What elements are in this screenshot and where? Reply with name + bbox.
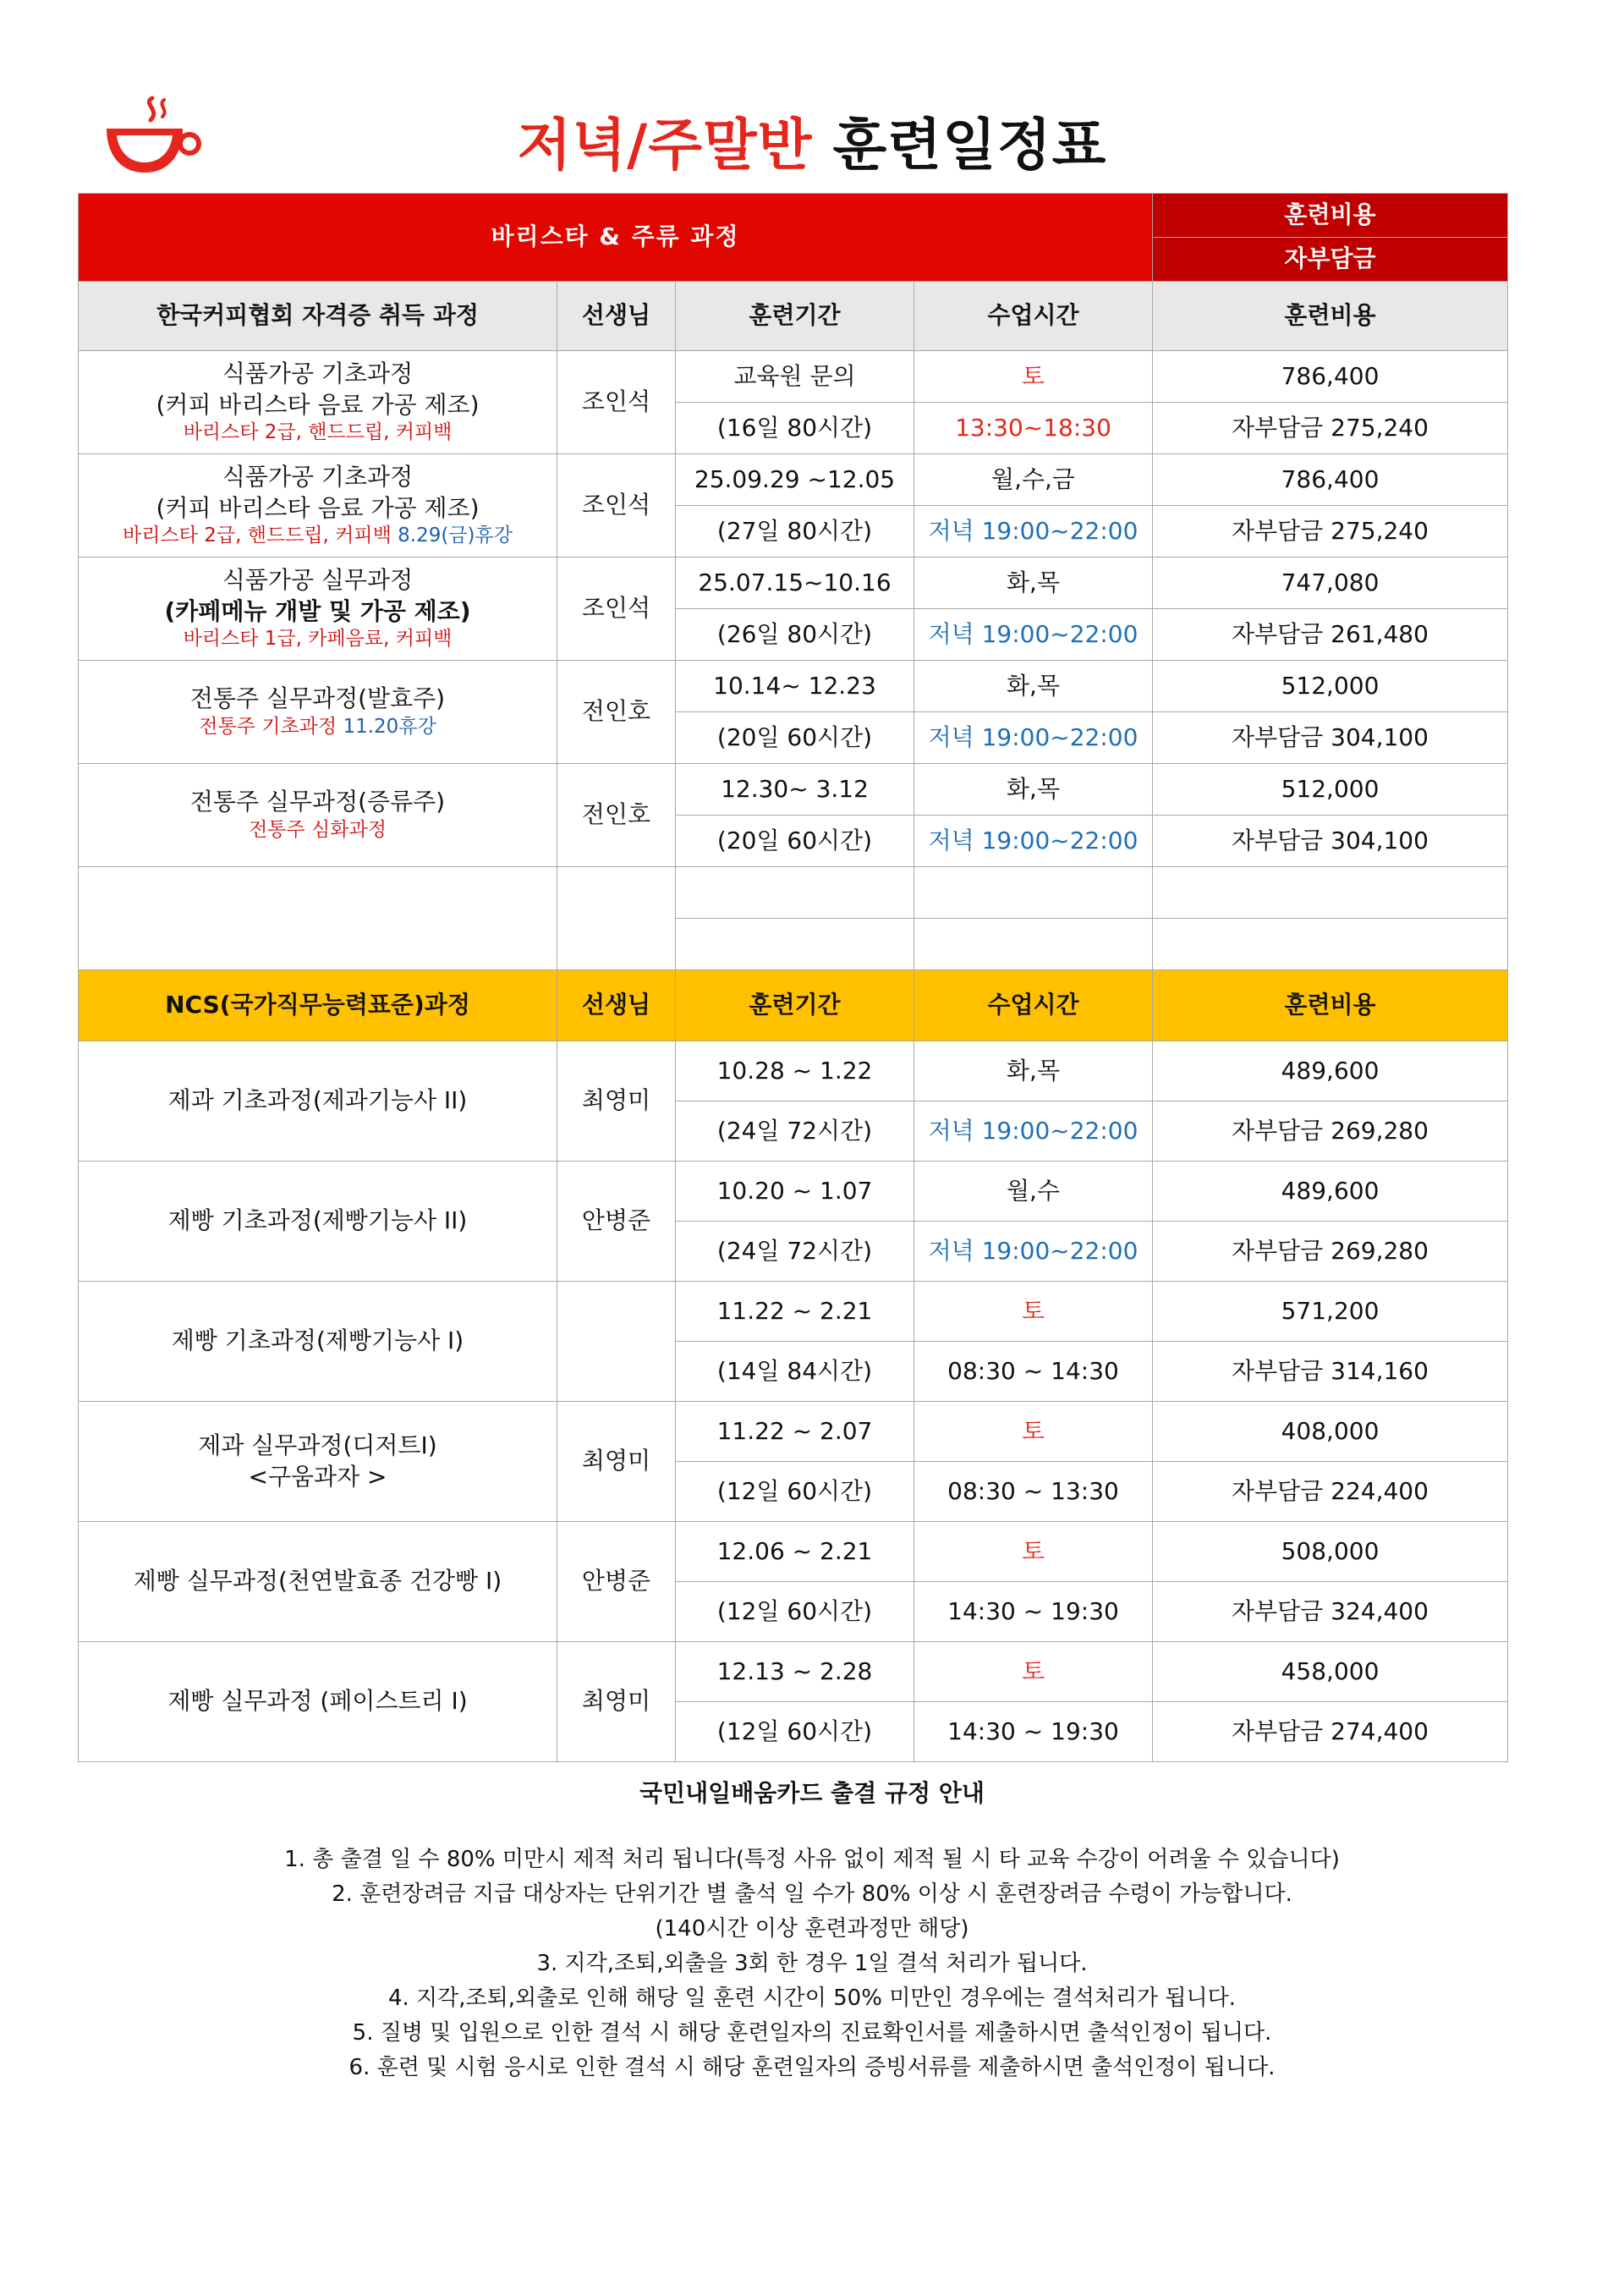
days-cell: 토 [914,1522,1153,1582]
empty-cell [914,919,1153,970]
self-pay-cell: 자부담금 274,400 [1153,1702,1508,1762]
time-cell: 저녁 19:00~22:00 [914,506,1153,558]
barista-col-teacher: 선생님 [557,282,676,351]
self-pay-cell: 자부담금 324,400 [1153,1582,1508,1642]
cost-cell: 408,000 [1153,1402,1508,1462]
page-title [0,100,1624,180]
course-name: 제빵 실무과정(천연발효종 건강빵 I) [133,1567,502,1596]
period-cell: 교육원 문의 [676,351,914,403]
empty-cell [676,867,914,919]
table-row [79,1162,1508,1222]
period-detail-cell: (26일 80시간) [676,609,914,661]
days-cell: 토 [914,1402,1153,1462]
teacher-cell: 최영미 [557,1041,676,1162]
time-cell: 저녁 19:00~22:00 [914,1222,1153,1282]
self-pay-cell: 자부담금 224,400 [1153,1462,1508,1522]
teacher-cell: 안병준 [557,1522,676,1642]
notice-title: 국민내일배움카드 출결 규정 안내 [639,1779,985,1807]
period-detail-cell: (12일 60시간) [676,1462,914,1522]
self-pay-cell: 자부담금 275,240 [1153,506,1508,558]
period-detail-cell: (20일 60시간) [676,816,914,867]
self-pay-cell: 자부담금 275,240 [1153,403,1508,454]
teacher-cell: 조인석 [557,558,676,661]
table-row [79,764,1508,816]
course-cell [79,558,557,661]
course-name: 제빵 기초과정(제빵기능사 I) [171,1327,464,1355]
notice-line: 4. 지각,조퇴,외출로 인해 해당 일 훈련 시간이 50% 미만인 경우에는 결석처리가 됩니다. [387,1986,1236,2011]
notice-line: (140시간 이상 훈련과정만 해당) [655,1916,969,1942]
course-cell [79,1522,557,1642]
period-detail-cell: (16일 80시간) [676,403,914,454]
attendance-notice [0,1775,1624,2085]
time-cell: 14:30 ~ 19:30 [914,1582,1153,1642]
course-note: 바리스타 2급, 핸드드립, 커피백 [183,420,453,443]
ncs-col-teacher: 선생님 [557,970,676,1041]
course-cell [79,454,557,558]
barista-banner: 바리스타 & 주류 과정 [79,194,1153,282]
days-cell: 화,목 [914,558,1153,609]
course-note: 바리스타 1급, 카페음료, 커피백 [183,627,453,650]
course-name: 제과 실무과정(디저트I) [198,1431,437,1460]
cost-cell: 458,000 [1153,1642,1508,1702]
days-cell: 토 [914,1642,1153,1702]
teacher-cell: 전인호 [557,764,676,867]
course-name: 전통주 실무과정(증류주) [189,788,446,816]
self-pay-label: 자부담금 [1153,238,1508,282]
time-cell: 저녁 19:00~22:00 [914,816,1153,867]
days-cell: 토 [914,351,1153,403]
cost-label: 훈련비용 [1153,194,1508,238]
cost-cell: 489,600 [1153,1162,1508,1222]
period-detail-cell: (12일 60시간) [676,1582,914,1642]
cost-cell: 747,080 [1153,558,1508,609]
course-cell [79,1642,557,1762]
cost-cell: 508,000 [1153,1522,1508,1582]
period-cell: 12.06 ~ 2.21 [676,1522,914,1582]
time-cell: 08:30 ~ 14:30 [914,1342,1153,1402]
empty-cell [914,867,1153,919]
table-row [79,558,1508,609]
table-row [79,1041,1508,1101]
course-name: 식품가공 실무과정 [222,566,414,595]
cost-cell: 512,000 [1153,661,1508,712]
course-detail: (카페메뉴 개발 및 가공 제조) [164,596,471,625]
time-cell: 저녁 19:00~22:00 [914,712,1153,764]
course-cell [79,1282,557,1402]
table-row [79,351,1508,403]
notice-line: 5. 질병 및 입원으로 인한 결석 시 해당 훈련일자의 진료확인서를 제출하시면 출석인정이 됩니다. [352,2020,1272,2046]
course-name: 전통주 실무과정(발효주) [189,684,446,713]
period-detail-cell: (24일 72시간) [676,1222,914,1282]
course-name: 식품가공 기초과정 [222,463,414,492]
cost-cell: 786,400 [1153,351,1508,403]
self-pay-cell: 자부담금 261,480 [1153,609,1508,661]
course-note: 전통주 심화과정 [249,818,387,841]
days-cell: 월,수,금 [914,454,1153,506]
days-cell: 화,목 [914,1041,1153,1101]
empty-cell [557,867,676,970]
table-row [79,1402,1508,1462]
ncs-col-time: 수업시간 [914,970,1153,1041]
empty-cell [1153,867,1508,919]
teacher-cell: 조인석 [557,454,676,558]
course-name: 식품가공 기초과정 [222,360,414,388]
self-pay-cell: 자부담금 304,100 [1153,816,1508,867]
period-cell: 12.30~ 3.12 [676,764,914,816]
teacher-cell: 전인호 [557,661,676,764]
course-cell [79,351,557,454]
period-detail-cell: (12일 60시간) [676,1702,914,1762]
period-cell: 25.07.15~10.16 [676,558,914,609]
barista-col-period: 훈련기간 [676,282,914,351]
time-cell: 13:30~18:30 [914,403,1153,454]
self-pay-cell: 자부담금 269,280 [1153,1101,1508,1162]
period-cell: 10.20 ~ 1.07 [676,1162,914,1222]
cost-cell: 786,400 [1153,454,1508,506]
empty-row [79,867,1508,919]
table-row [79,661,1508,712]
cost-cell: 512,000 [1153,764,1508,816]
period-detail-cell: (14일 84시간) [676,1342,914,1402]
period-cell: 10.28 ~ 1.22 [676,1041,914,1101]
title-black: 훈련일정표 [832,113,1107,178]
course-detail: (커피 바리스타 음료 가공 제조) [156,390,480,419]
course-cell [79,1041,557,1162]
course-name: 제빵 기초과정(제빵기능사 II) [167,1206,468,1235]
course-cell [79,661,557,764]
period-detail-cell: (20일 60시간) [676,712,914,764]
course-name: 제과 기초과정(제과기능사 II) [167,1086,468,1115]
barista-col-course: 한국커피협회 자격증 취득 과정 [79,282,557,351]
barista-col-cost: 훈련비용 [1153,282,1508,351]
time-cell: 08:30 ~ 13:30 [914,1462,1153,1522]
days-cell: 월,수 [914,1162,1153,1222]
notice-line: 1. 총 출결 일 수 80% 미만시 제적 처리 됩니다(특정 사유 없이 제적 될 시 타 교육 수강이 어려울 수 있습니다) [284,1847,1340,1872]
course-detail: <구움과자 > [248,1462,387,1491]
course-note: 바리스타 2급, 핸드드립, 커피백 8.29(금)휴강 [123,524,513,547]
period-cell: 10.14~ 12.23 [676,661,914,712]
notice-line: 2. 훈련장려금 지급 대상자는 단위기간 별 출석 일 수가 80% 이상 시 훈련장려금 수령이 가능합니다. [332,1881,1292,1907]
title-red: 저녁/주말반 [517,113,813,178]
period-cell: 11.22 ~ 2.07 [676,1402,914,1462]
course-cell [79,1162,557,1282]
notice-line: 6. 훈련 및 시험 응시로 인한 결석 시 해당 훈련일자의 증빙서류를 제출하시면 출석인정이 됩니다. [348,2055,1276,2080]
days-cell: 화,목 [914,661,1153,712]
teacher-cell: 최영미 [557,1402,676,1522]
ncs-col-cost: 훈련비용 [1153,970,1508,1041]
period-detail-cell: (24일 72시간) [676,1101,914,1162]
schedule-table [78,193,1508,1762]
course-cell [79,1402,557,1522]
period-cell: 12.13 ~ 2.28 [676,1642,914,1702]
empty-cell [676,919,914,970]
barista-col-time: 수업시간 [914,282,1153,351]
time-cell: 14:30 ~ 19:30 [914,1702,1153,1762]
table-row [79,1282,1508,1342]
teacher-cell: 안병준 [557,1162,676,1282]
period-detail-cell: (27일 80시간) [676,506,914,558]
course-detail: (커피 바리스타 음료 가공 제조) [156,493,480,522]
teacher-cell: 최영미 [557,1642,676,1762]
course-cell [79,764,557,867]
course-note: 전통주 기초과정 11.20휴강 [199,715,436,738]
self-pay-cell: 자부담금 314,160 [1153,1342,1508,1402]
empty-cell [79,867,557,970]
period-cell: 25.09.29 ~12.05 [676,454,914,506]
notice-line: 3. 지각,조퇴,외출을 3회 한 경우 1일 결석 처리가 됩니다. [536,1951,1088,1976]
time-cell: 저녁 19:00~22:00 [914,609,1153,661]
period-cell: 11.22 ~ 2.21 [676,1282,914,1342]
table-row [79,1522,1508,1582]
teacher-cell [557,1282,676,1402]
self-pay-cell: 자부담금 304,100 [1153,712,1508,764]
table-row [79,1642,1508,1702]
days-cell: 토 [914,1282,1153,1342]
empty-cell [1153,919,1508,970]
days-cell: 화,목 [914,764,1153,816]
self-pay-cell: 자부담금 269,280 [1153,1222,1508,1282]
time-cell: 저녁 19:00~22:00 [914,1101,1153,1162]
ncs-header-row [79,970,1508,1041]
teacher-cell: 조인석 [557,351,676,454]
course-name: 제빵 실무과정 (페이스트리 I) [167,1687,468,1716]
table-row [79,454,1508,506]
ncs-col-course: NCS(국가직무능력표준)과정 [79,970,557,1041]
cost-cell: 571,200 [1153,1282,1508,1342]
ncs-col-period: 훈련기간 [676,970,914,1041]
cost-cell: 489,600 [1153,1041,1508,1101]
